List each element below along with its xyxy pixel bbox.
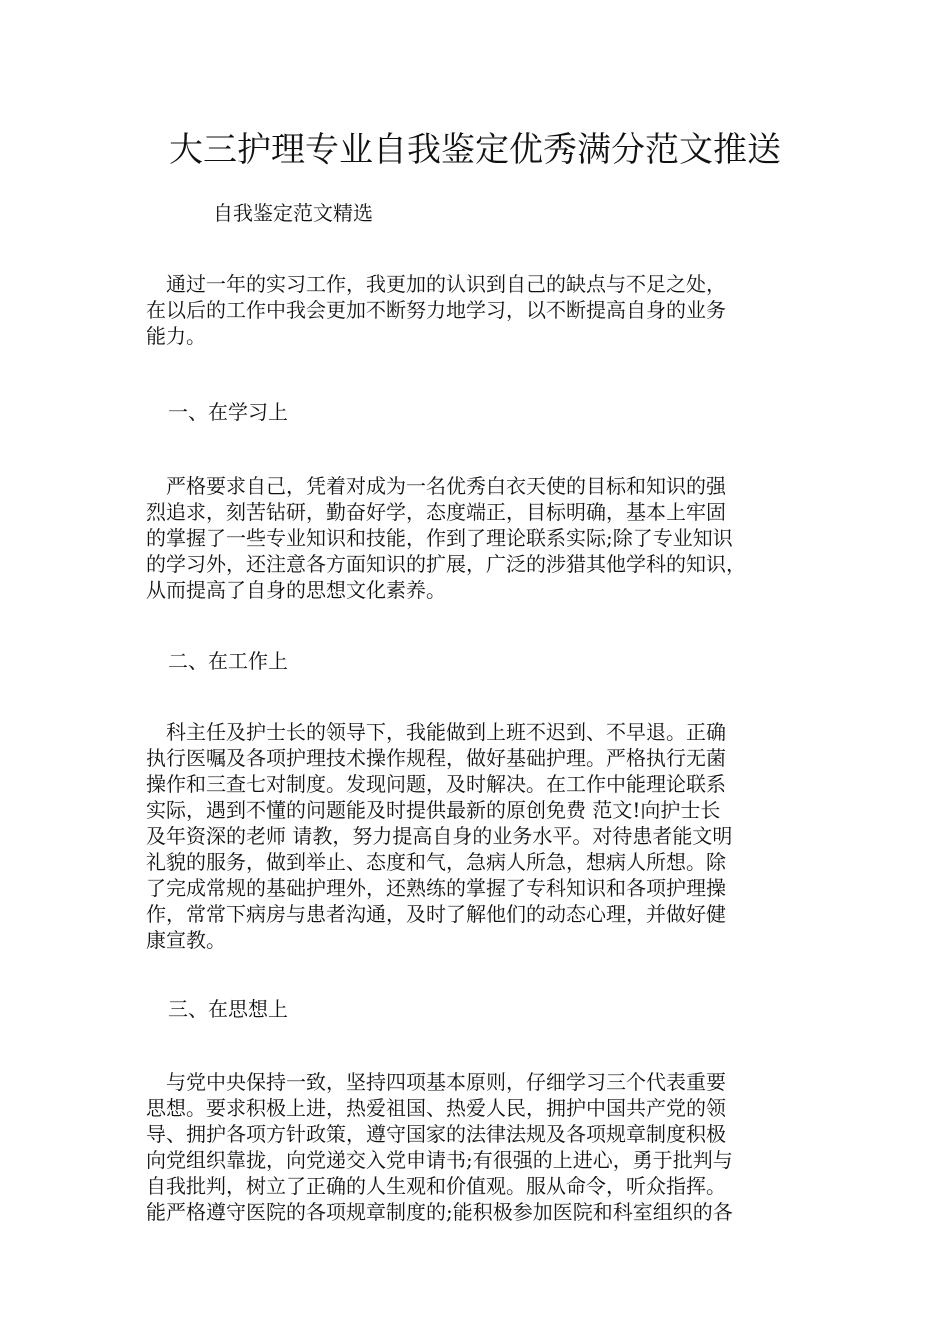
section-heading-thought: 三、在思想上 <box>168 997 288 1021</box>
paragraph-line: 烈追求，刻苦钻研，勤奋好学，态度端正，目标明确，基本上牢固 <box>146 500 726 524</box>
paragraph-line: 礼貌的服务，做到举止、态度和气，急病人所急，想病人所想。除 <box>146 850 726 874</box>
document-subtitle: 自我鉴定范文精选 <box>213 201 373 225</box>
paragraph-line: 通过一年的实习工作，我更加的认识到自己的缺点与不足之处， <box>146 272 726 296</box>
paragraph-line: 及年资深的老师 请教，努力提高自身的业务水平。对待患者能文明 <box>146 824 733 848</box>
paragraph-line: 在以后的工作中我会更加不断努力地学习，以不断提高自身的业务 <box>146 298 726 322</box>
intro-paragraph <box>146 271 846 349</box>
paragraph-line: 操作和三查七对制度。发现问题，及时解决。在工作中能理论联系 <box>146 772 726 796</box>
paragraph-line: 康宣教。 <box>146 928 226 952</box>
paragraph-line: 执行医嘱及各项护理技术操作规程，做好基础护理。严格执行无菌 <box>146 746 726 770</box>
paragraph-line: 从而提高了自身的思想文化素养。 <box>146 578 446 602</box>
section-heading-work: 二、在工作上 <box>168 649 288 673</box>
paragraph-line: 的学习外，还注意各方面知识的扩展，广泛的涉猎其他学科的知识， <box>146 552 746 576</box>
paragraph-line: 了完成常规的基础护理外，还熟练的掌握了专科知识和各项护理操 <box>146 876 726 900</box>
paragraph-line: 能严格遵守医院的各项规章制度的;能积极参加医院和科室组织的各 <box>146 1200 733 1224</box>
paragraph-line: 严格要求自己，凭着对成为一名优秀白衣天使的目标和知识的强 <box>146 474 726 498</box>
paragraph-line: 的掌握了一些专业知识和技能，作到了理论联系实际;除了专业知识 <box>146 526 733 550</box>
paragraph-line: 向党组织靠拢，向党递交入党申请书;有很强的上进心，勇于批判与 <box>146 1148 733 1172</box>
paragraph-line: 自我批判，树立了正确的人生观和价值观。服从命令，听众指挥。 <box>146 1174 726 1198</box>
section-paragraph-work <box>146 719 846 953</box>
section-paragraph-thought <box>146 1069 846 1225</box>
paragraph-line: 导、拥护各项方针政策，遵守国家的法律法规及各项规章制度积极 <box>146 1122 726 1146</box>
paragraph-line: 作，常常下病房与患者沟通，及时了解他们的动态心理，并做好健 <box>146 902 726 926</box>
document-title: 大三护理专业自我鉴定优秀满分范文推送 <box>169 130 781 170</box>
paragraph-line: 科主任及护士长的领导下，我能做到上班不迟到、不早退。正确 <box>146 720 726 744</box>
paragraph-line: 实际，遇到不懂的问题能及时提供最新的原创免费 范文!向护士长 <box>146 798 721 822</box>
section-heading-study: 一、在学习上 <box>168 400 288 424</box>
section-paragraph-study <box>146 473 846 603</box>
paragraph-line: 能力。 <box>146 324 206 348</box>
paragraph-line: 思想。要求积极上进，热爱祖国、热爱人民，拥护中国共产党的领 <box>146 1096 726 1120</box>
paragraph-line: 与党中央保持一致，坚持四项基本原则，仔细学习三个代表重要 <box>146 1070 726 1094</box>
